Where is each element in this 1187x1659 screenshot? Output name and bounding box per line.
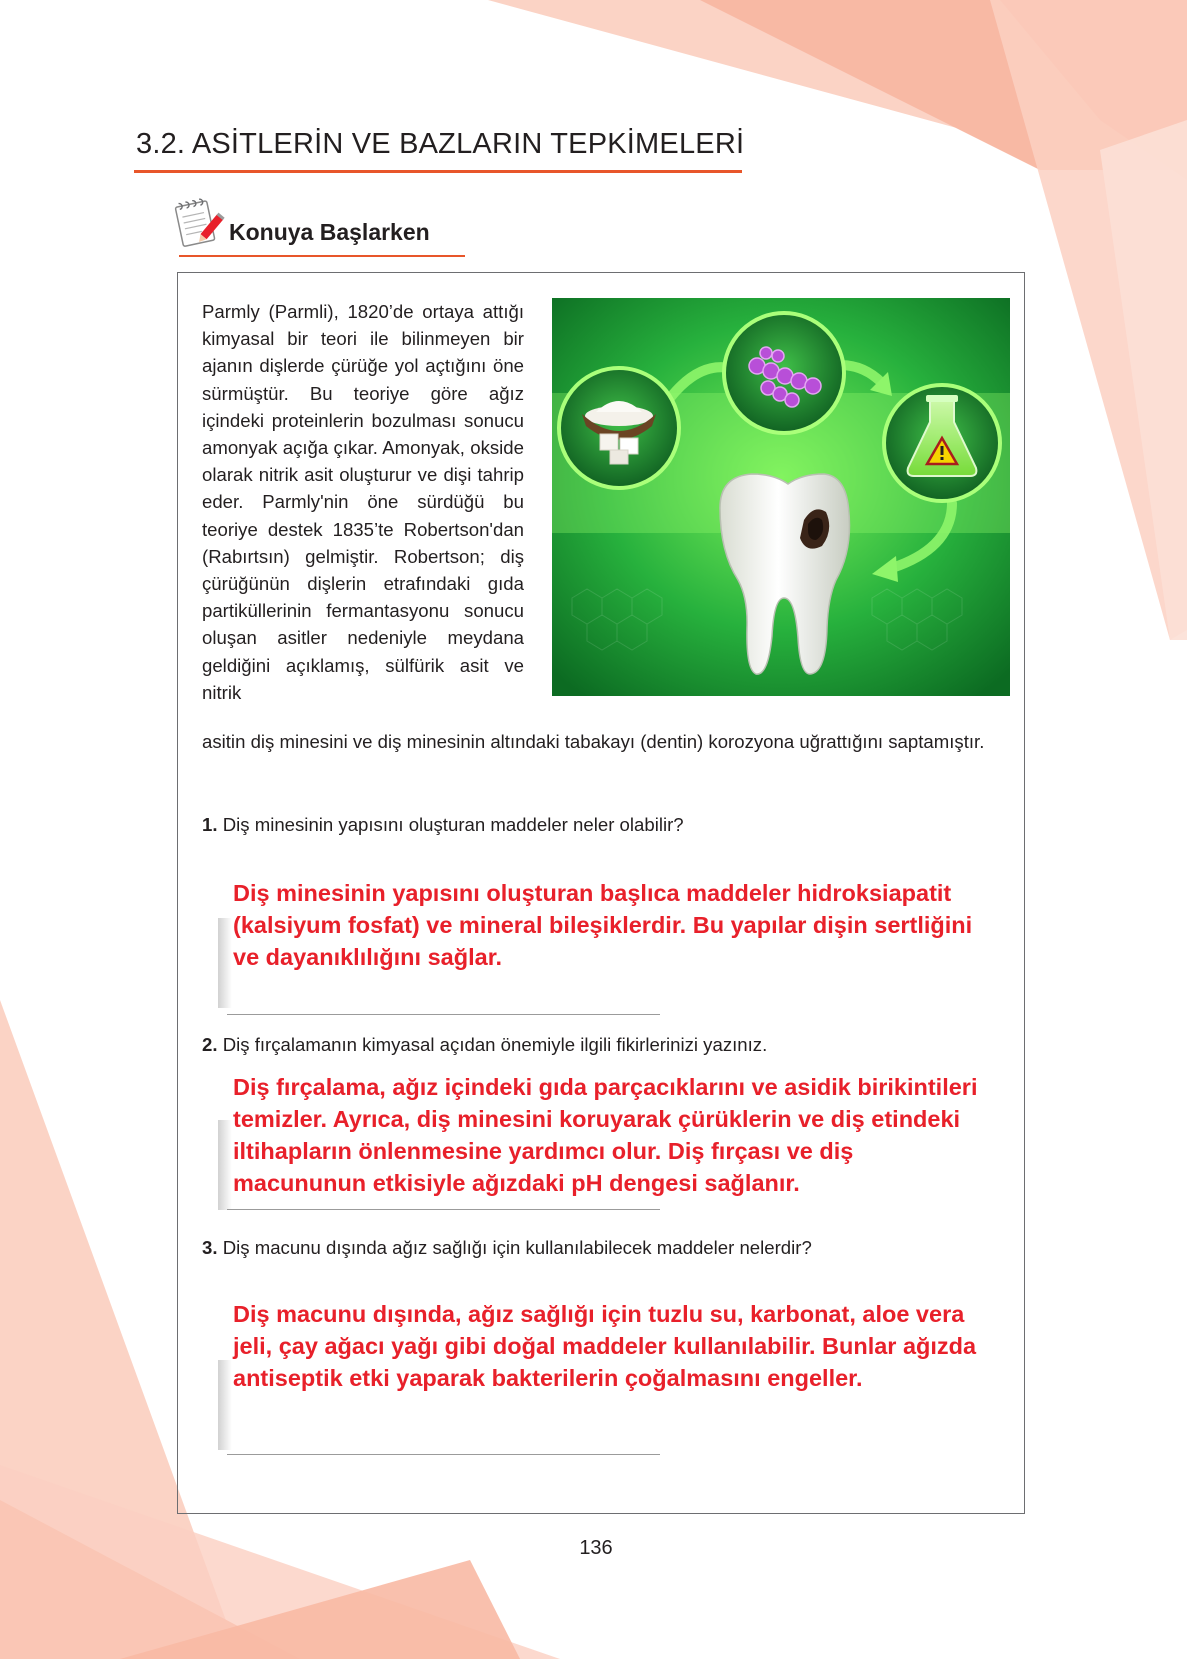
- acid-flask-icon: [884, 385, 1000, 501]
- section-title: 3.2. ASİTLERİN VE BAZLARIN TEPKİMELERİ: [136, 128, 745, 160]
- sugar-bowl-icon: [559, 368, 679, 488]
- answer-1: Diş minesinin yapısını oluşturan başlıca maddeler hidroksiapatit (kalsiyum fosfat) ve mineral bileşiklerdir. Bu yapılar dişin sertliğini ve dayanıklılığını sağlar.: [233, 880, 973, 970]
- question-1: [202, 813, 684, 837]
- section-title-underline: [134, 170, 742, 173]
- subsection-title: Konuya Başlarken: [229, 219, 430, 245]
- intro-continuation: asitin diş minesini ve diş minesinin altındaki tabakayı (dentin) korozyona uğrattığını saptamıştır.: [202, 731, 985, 752]
- answer-3-line: [227, 1454, 660, 1455]
- question-3-text: Diş macunu dışında ağız sağlığı için kullanılabilecek maddeler nelerdir?: [222, 1237, 812, 1258]
- question-3-number: 3.: [202, 1237, 218, 1258]
- answer-1-shadow: [218, 918, 232, 1008]
- intro-paragraph: Parmly (Parmli), 1820’de ortaya attığı kimyasal bir teori ile bilinmeyen bir ajanın dişlerde çürüğe yol açtığını öne sürmüştür. Bu teoriye göre ağız içindeki proteinlerin bozulması sonucu amonyak açığa çıkar. Amonyak, okside olarak nitrik asit oluşturur ve dişi tahrip eder. Parmly'nin öne sürdüğü bu teoriye destek 1835’te Robertson'dan (Rabırtsın) gelmiştir. Robertson; diş çürüğünün dişlerin etrafındaki gıda partiküllerinin fermantasyonu sonucu oluşan asitler nedeniyle meydana geldiğini açıklamış, sülfürik asit ve nitrik: [202, 301, 524, 703]
- page-number: 136: [579, 1537, 613, 1559]
- question-1-text: Diş minesinin yapısını oluşturan maddeler neler olabilir?: [222, 814, 684, 835]
- tooth-decay-illustration: [552, 298, 1010, 696]
- question-2-text: Diş fırçalamanın kimyasal açıdan önemiyle ilgili fikirlerinizi yazınız.: [222, 1034, 768, 1055]
- answer-3-shadow: [218, 1360, 232, 1450]
- question-1-number: 1.: [202, 814, 218, 835]
- answer-2: Diş fırçalama, ağız içindeki gıda parçacıklarını ve asidik birikintileri temizler. Ayrıca, diş minesini koruyarak çürüklerin ve diş etindeki iltihapların önlenmesine yardımcı olur. Diş fırçası ve diş macununun etkisiyle ağızdaki pH dengesi sağlanır.: [233, 1074, 978, 1196]
- question-2: [202, 1033, 767, 1057]
- subsection-underline: [179, 255, 465, 257]
- answer-1-line: [227, 1014, 660, 1015]
- answer-2-shadow: [218, 1120, 232, 1210]
- bacteria-icon: [724, 313, 844, 433]
- question-2-number: 2.: [202, 1034, 218, 1055]
- answer-3: Diş macunu dışında, ağız sağlığı için tuzlu su, karbonat, aloe vera jeli, çay ağacı yağı gibi doğal maddeler kullanılabilir. Bunlar ağızda antiseptik etki yaparak bakterilerin çoğalmasını engeller.: [233, 1301, 977, 1391]
- answer-2-line: [227, 1209, 660, 1210]
- question-3: [202, 1236, 812, 1260]
- notepad-pencil-icon: [170, 195, 226, 251]
